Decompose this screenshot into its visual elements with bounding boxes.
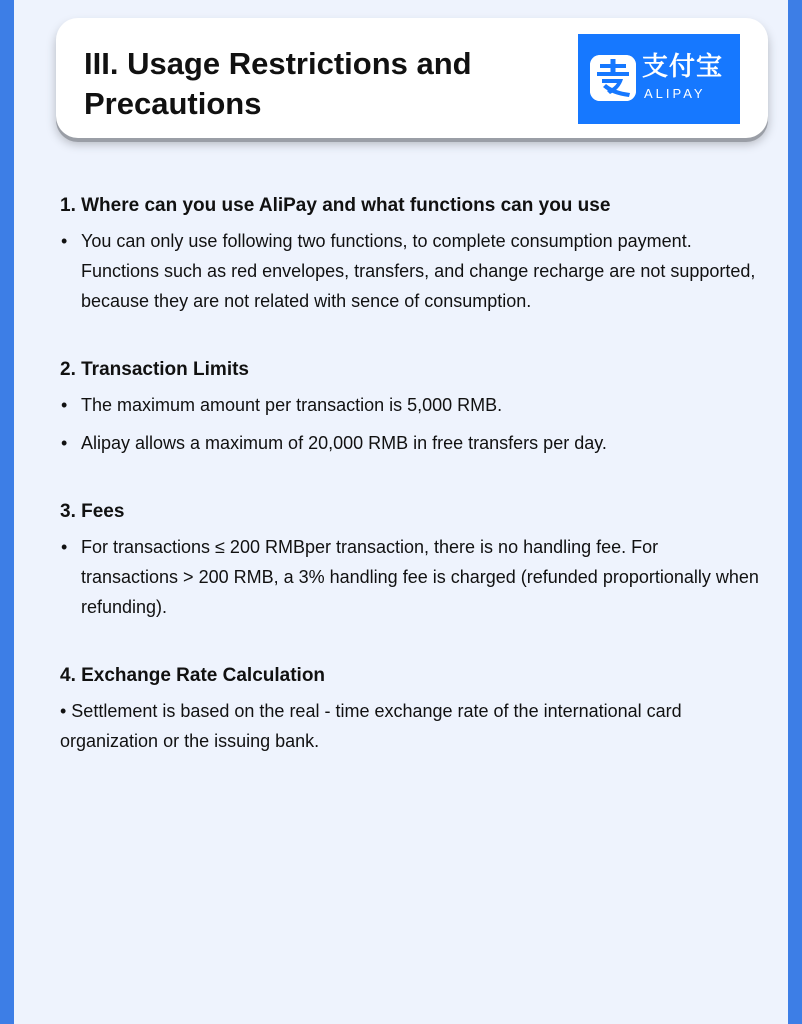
document-content bbox=[60, 192, 760, 796]
section-fees bbox=[60, 498, 760, 622]
list-item: • Alipay allows a maximum of 20,000 RMB in free transfers per day. bbox=[60, 428, 760, 458]
section-exchange-rate bbox=[60, 662, 760, 756]
bullet-list bbox=[60, 226, 760, 316]
page-title: III. Usage Restrictions and Precautions bbox=[84, 46, 472, 121]
list-item: • For transactions ≤ 200 RMBper transaction, there is no handling fee. For transactions > 200 RMB, a 3% handling fee is charged (refunded proportionally when refunding). bbox=[60, 532, 760, 622]
section-heading: 2. Transaction Limits bbox=[60, 359, 249, 380]
bullet-list bbox=[60, 390, 760, 458]
header-card bbox=[56, 18, 768, 138]
document-panel bbox=[14, 0, 788, 1024]
alipay-logo-icon bbox=[590, 55, 636, 101]
bullet-list bbox=[60, 532, 760, 622]
exchange-rate-text: • Settlement is based on the real - time exchange rate of the international card organization or the issuing bank. bbox=[60, 701, 682, 751]
alipay-logo bbox=[578, 34, 740, 124]
list-item: • The maximum amount per transaction is 5,000 RMB. bbox=[60, 390, 760, 420]
section-heading: 1. Where can you use AliPay and what functions can you use bbox=[60, 195, 611, 216]
alipay-logo-chinese: 支付宝 bbox=[642, 52, 724, 82]
section-heading: 4. Exchange Rate Calculation bbox=[60, 665, 326, 686]
section-usage-functions bbox=[60, 192, 760, 316]
section-heading: 3. Fees bbox=[60, 501, 125, 522]
section-transaction-limits bbox=[60, 356, 760, 458]
list-item: • You can only use following two functions, to complete consumption payment. Functions such as red envelopes, transfers, and change recharge are not supported, because they are not related with sence of consumption. bbox=[60, 226, 760, 316]
alipay-logo-english: ALIPAY bbox=[644, 86, 706, 101]
